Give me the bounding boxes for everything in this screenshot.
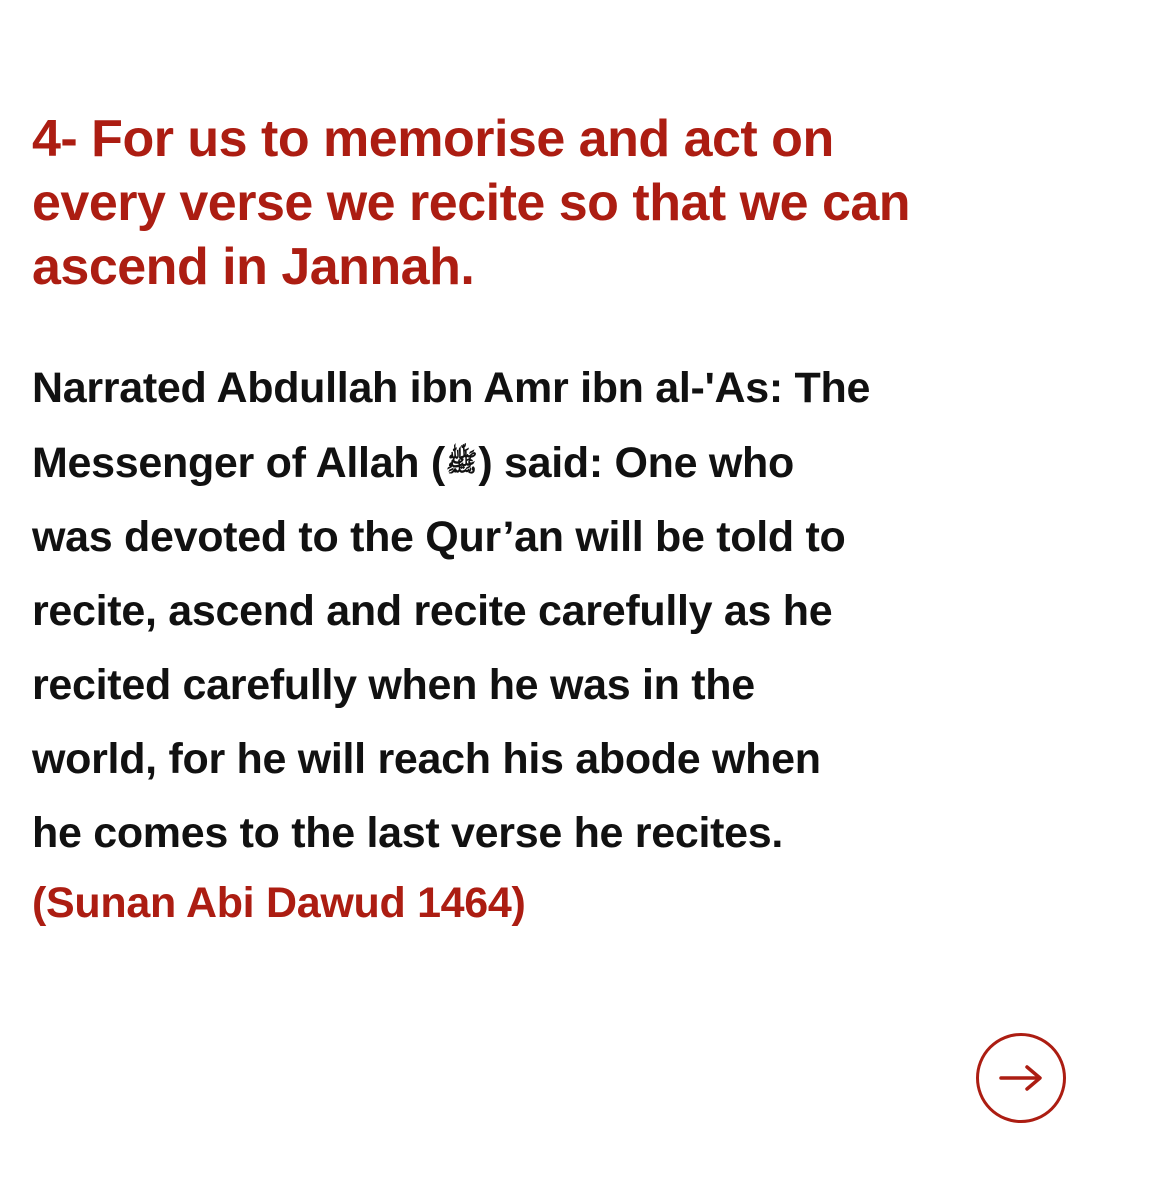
hadith-text (32, 351, 1032, 870)
slide-heading (32, 107, 1032, 299)
hadith-line: was devoted to the Qur’an will be told to (32, 513, 846, 561)
next-button[interactable] (976, 1033, 1066, 1123)
arrow-right-icon (998, 1063, 1044, 1093)
hadith-line: world, for he will reach his abode when (32, 735, 821, 783)
hadith-source: (Sunan Abi Dawud 1464) (32, 879, 526, 927)
hadith-line: Narrated Abdullah ibn Amr ibn al-'As: The (32, 364, 871, 412)
heading-line: 4- For us to memorise and act on (32, 110, 834, 168)
hadith-line (32, 425, 1032, 500)
hadith-line: recite, ascend and recite carefully as he (32, 587, 833, 635)
hadith-line: he comes to the last verse he recites. (32, 809, 784, 857)
hadith-line-start: Messenger of Allah ( (32, 439, 445, 487)
honorific-glyph: ﷺ (445, 447, 478, 477)
heading-line: every verse we recite so that we can (32, 174, 911, 232)
hadith-line: recited carefully when he was in the (32, 661, 755, 709)
heading-line: ascend in Jannah. (32, 238, 475, 296)
hadith-line-end: ) said: One who (478, 439, 794, 487)
